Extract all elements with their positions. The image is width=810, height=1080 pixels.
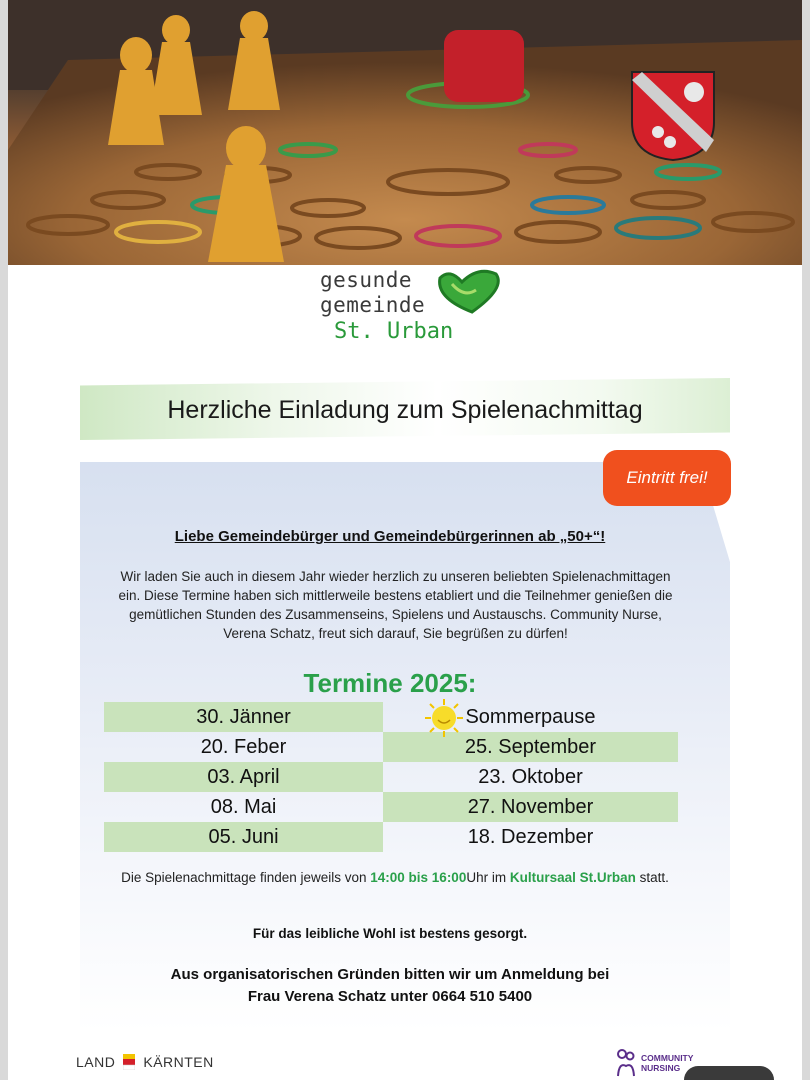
sun-icon [424,698,464,738]
date-cell: Sommerpause [465,705,596,728]
date-cell: 05. Juni [104,822,383,852]
free-entry-badge: Eintritt frei! [603,450,731,506]
info-before: Die Spielenachmittage finden jeweils von [121,870,371,885]
dates-row [104,702,678,732]
green-heart-icon [432,268,504,316]
page-edge-left [0,0,8,1080]
page-edge-right [802,0,810,1080]
kaernten-text: KÄRNTEN [143,1054,214,1070]
catering-note: Für das leibliche Wohl ist bestens gesorgt. [252,926,528,941]
date-cell: 08. Mai [210,795,277,818]
date-cell: 30. Jänner [104,702,383,732]
date-cell: 20. Feber [200,735,287,758]
coat-of-arms-icon [628,70,718,162]
dates-row [104,792,678,822]
dates-table [104,702,678,852]
page-title: Herzliche Einladung zum Spielenachmittag [167,396,643,424]
cn-line-2: NURSING [641,1063,681,1073]
corner-shadow [684,1066,774,1080]
date-cell: 25. September [383,732,678,762]
intro-text: Wir laden Sie auch in diesem Jahr wieder herzlich zu unseren beliebten Spielenachmittagen ein. Diese Termine haben sich mittlerweile bestens etabliert und die Teilnehmer genießen die gemütlichen Stunden des Zusammenseins, Spielens und Austauschs. Community Nurse, Verena Schatz, freut sich darauf, Sie begrüßen zu dürfen! [118,569,673,641]
info-time: 14:00 bis 16:00 [370,870,467,885]
info-middle: Uhr im [466,870,510,885]
land-text: LAND [76,1054,116,1070]
registration-note [80,964,700,1008]
info-after: statt. [635,870,669,885]
termine-title: Termine 2025: [303,668,477,698]
dates-row [104,732,678,762]
board-game-photo [8,0,802,265]
community-nursing-logo [615,1046,693,1080]
date-cell: 27. November [383,792,678,822]
dates-row [104,822,678,852]
dates-row [104,762,678,792]
registration-line-2: Frau Verena Schatz unter 0664 510 5400 [247,988,533,1005]
land-kaernten-logo [76,1052,214,1072]
date-cell: 03. April [104,762,383,792]
date-cell: 23. Oktober [478,765,583,788]
logo-line-1: gesunde [320,268,413,292]
date-cell: 18. Dezember [467,825,594,848]
time-location-info [95,868,695,888]
cn-line-1: COMMUNITY [641,1053,694,1063]
registration-line-1: Aus organisatorischen Gründen bitten wir um Anmeldung bei [170,966,610,983]
greeting: Liebe Gemeindebürger und Gemeindebürgerinnen ab „50+“! [174,528,606,545]
logo-line-2: gemeinde [320,293,426,317]
logo-place: St. Urban [334,319,454,344]
info-place: Kultursaal St.Urban [509,870,636,885]
kaernten-flag-icon [123,1054,135,1070]
gesunde-gemeinde-logo [320,268,520,368]
community-nursing-icon [615,1048,637,1078]
